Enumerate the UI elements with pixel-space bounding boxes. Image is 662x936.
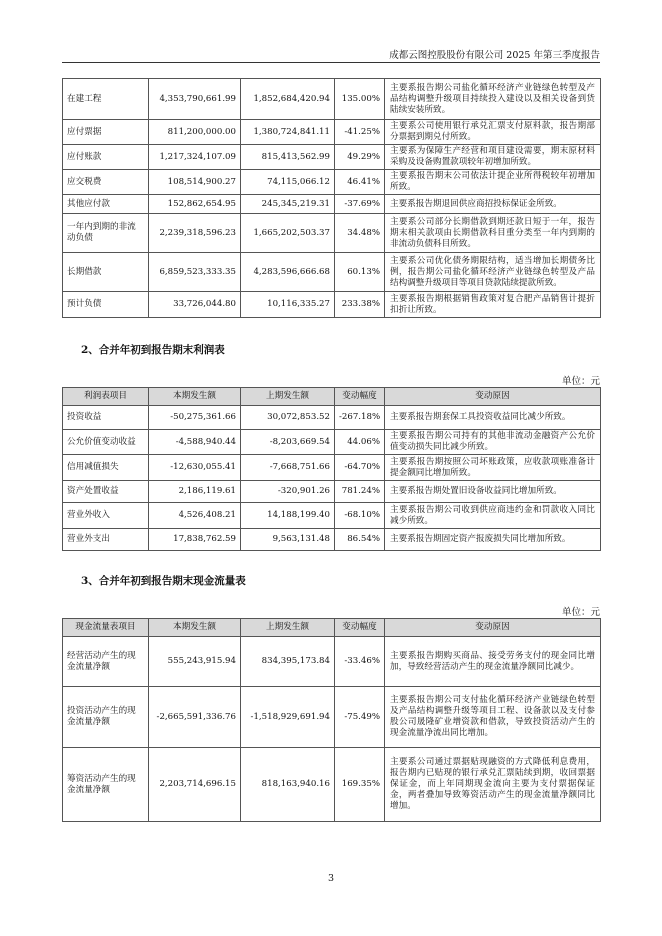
current-amount: 6,859,523,333.35	[149, 253, 241, 292]
change-rate: -267.18%	[335, 406, 385, 430]
change-reason: 主要系报告期末公司依法计提企业所得税较年初增加所致。	[385, 170, 601, 195]
item-name: 应付票据	[63, 120, 149, 145]
previous-amount: 10,116,335.27	[241, 292, 335, 318]
previous-amount: -8,203,669.54	[241, 430, 335, 455]
change-reason: 主要系公司使用银行承兑汇票支付原料款，报告期部分票据到期兑付所致。	[385, 120, 601, 145]
change-rate: 46.41%	[335, 170, 385, 195]
table-row	[63, 253, 601, 292]
current-amount: 33,726,044.80	[149, 292, 241, 318]
previous-amount: 834,395,173.84	[241, 637, 335, 687]
column-header: 变动幅度	[335, 388, 385, 406]
table-row	[63, 748, 601, 822]
change-rate: 86.54%	[335, 529, 385, 551]
change-reason: 主要系报告期公司盐化循环经济产业链绿色转型及产品结构调整升级项目持续投入建设以及相关设备到货陆续安装所致。	[385, 79, 601, 120]
current-amount: 555,243,915.94	[149, 637, 241, 687]
current-amount: -50,275,361.66	[149, 406, 241, 430]
change-reason: 主要系公司通过票据贴现融资的方式降低利息费用，报告期内已贴现的银行承兑汇票陆续到期，收回票据保证金，而上年同期现金流向主要为支付票据保证金，两者叠加导致筹资活动产生的现金流量净额同比增加。	[385, 748, 601, 822]
previous-amount: 9,563,131.48	[241, 529, 335, 551]
column-header: 利润表项目	[63, 388, 149, 406]
previous-amount: 74,115,066.12	[241, 170, 335, 195]
item-name: 营业外收入	[63, 503, 149, 529]
profit-section-title: 2、合并年初到报告期末利润表	[81, 344, 225, 356]
item-name: 营业外支出	[63, 529, 149, 551]
current-amount: 17,838,762.59	[149, 529, 241, 551]
change-rate: 135.00%	[335, 79, 385, 120]
report-header-title: 成都云图控股股份有限公司 2025 年第三季度报告	[389, 50, 600, 61]
previous-amount: 1,665,202,503.37	[241, 214, 335, 253]
table-row	[63, 455, 601, 481]
change-reason: 主要系报告期根据销售政策对复合肥产品销售计提折扣折让所致。	[385, 292, 601, 318]
current-amount: 1,217,324,107.09	[149, 145, 241, 170]
item-name: 一年内到期的非流动负债	[63, 214, 149, 253]
header-divider	[62, 62, 600, 63]
previous-amount: -7,668,751.66	[241, 455, 335, 481]
item-name: 在建工程	[63, 79, 149, 120]
change-rate: 49.29%	[335, 145, 385, 170]
change-reason: 主要系报告期退回供应商招投标保证金所致。	[385, 195, 601, 214]
column-header: 上期发生额	[241, 619, 335, 637]
previous-amount: -320,901.26	[241, 481, 335, 503]
table-row	[63, 406, 601, 430]
table-row	[63, 529, 601, 551]
change-rate: 169.35%	[335, 748, 385, 822]
change-reason: 主要系报告期购买商品、接受劳务支付的现金同比增加，导致经营活动产生的现金流量净额同比减少。	[385, 637, 601, 687]
column-header: 上期发生额	[241, 388, 335, 406]
table-row	[63, 214, 601, 253]
current-amount: -4,588,940.44	[149, 430, 241, 455]
table-row	[63, 637, 601, 687]
table-row	[63, 145, 601, 170]
change-reason: 主要系报告期处置旧设备收益同比增加所致。	[385, 481, 601, 503]
current-amount: 2,239,318,596.23	[149, 214, 241, 253]
change-reason: 主要系报告期公司收到供应商违约金和罚款收入同比减少所致。	[385, 503, 601, 529]
change-rate: -37.69%	[335, 195, 385, 214]
item-name: 筹资活动产生的现金流量净额	[63, 748, 149, 822]
item-name: 公允价值变动收益	[63, 430, 149, 455]
cashflow-section-title: 3、合并年初到报告期末现金流量表	[81, 575, 246, 587]
current-amount: 108,514,900.27	[149, 170, 241, 195]
table-row	[63, 195, 601, 214]
column-header: 本期发生额	[149, 619, 241, 637]
profit-statement-body	[63, 406, 601, 551]
table-row	[63, 687, 601, 748]
table-row	[63, 503, 601, 529]
change-rate: 44.06%	[335, 430, 385, 455]
change-rate: -75.49%	[335, 687, 385, 748]
previous-amount: -1,518,929,691.94	[241, 687, 335, 748]
change-rate: -33.46%	[335, 637, 385, 687]
change-reason: 主要系公司优化债务期限结构，适当增加长期债务比例，报告期公司盐化循环经济产业链绿色转型及产品结构调整升级项目等项目贷款陆续提款所致。	[385, 253, 601, 292]
previous-amount: 815,413,562.99	[241, 145, 335, 170]
cashflow-unit-label: 单位：元	[561, 607, 600, 618]
item-name: 投资收益	[63, 406, 149, 430]
balance-sheet-table	[62, 78, 601, 318]
change-rate: 60.13%	[335, 253, 385, 292]
item-name: 预计负债	[63, 292, 149, 318]
change-reason: 主要系报告期固定资产报废损失同比增加所致。	[385, 529, 601, 551]
column-header: 变动原因	[385, 619, 601, 637]
table-row	[63, 292, 601, 318]
change-reason: 主要系为保障生产经营和项目建设需要，期末原材料采购及设备购置款项较年初增加所致。	[385, 145, 601, 170]
table-row	[63, 430, 601, 455]
change-reason: 主要系报告期套保工具投资收益同比减少所致。	[385, 406, 601, 430]
current-amount: 2,203,714,696.15	[149, 748, 241, 822]
column-header: 本期发生额	[149, 388, 241, 406]
current-amount: 4,353,790,661.99	[149, 79, 241, 120]
item-name: 资产处置收益	[63, 481, 149, 503]
table-row	[63, 170, 601, 195]
column-header: 变动原因	[385, 388, 601, 406]
profit-statement-table	[62, 387, 601, 551]
current-amount: -12,630,055.41	[149, 455, 241, 481]
table-row	[63, 120, 601, 145]
previous-amount: 818,163,940.16	[241, 748, 335, 822]
change-reason: 主要系报告期公司持有的其他非流动金融资产公允价值变动损失同比减少所致。	[385, 430, 601, 455]
item-name: 应付账款	[63, 145, 149, 170]
change-rate: -68.10%	[335, 503, 385, 529]
item-name: 应交税费	[63, 170, 149, 195]
item-name: 信用减值损失	[63, 455, 149, 481]
page-number: 3	[327, 873, 335, 884]
current-amount: 2,186,119.61	[149, 481, 241, 503]
cashflow-statement-body	[63, 637, 601, 822]
previous-amount: 245,345,219.31	[241, 195, 335, 214]
column-header: 变动幅度	[335, 619, 385, 637]
previous-amount: 14,188,199.40	[241, 503, 335, 529]
item-name: 经营活动产生的现金流量净额	[63, 637, 149, 687]
cashflow-statement-table	[62, 618, 601, 822]
current-amount: 152,862,654.95	[149, 195, 241, 214]
column-header: 现金流量表项目	[63, 619, 149, 637]
item-name: 其他应付款	[63, 195, 149, 214]
current-amount: 811,200,000.00	[149, 120, 241, 145]
item-name: 投资活动产生的现金流量净额	[63, 687, 149, 748]
change-rate: 781.24%	[335, 481, 385, 503]
change-reason: 主要系报告期公司支付盐化循环经济产业链绿色转型及产品结构调整升级等项目工程、设备款以及支付参股公司晟隆矿业增资款和借款，导致投资活动产生的现金流量净流出同比增加。	[385, 687, 601, 748]
previous-amount: 1,380,724,841.11	[241, 120, 335, 145]
table-header-row	[63, 619, 601, 637]
change-reason: 主要系报告期按照公司坏账政策，应收款项账准备计提金额同比增加所致。	[385, 455, 601, 481]
profit-unit-label: 单位：元	[561, 376, 600, 387]
change-rate: 233.38%	[335, 292, 385, 318]
previous-amount: 1,852,684,420.94	[241, 79, 335, 120]
change-rate: -41.25%	[335, 120, 385, 145]
table-header-row	[63, 388, 601, 406]
previous-amount: 4,283,596,666.68	[241, 253, 335, 292]
change-rate: 34.48%	[335, 214, 385, 253]
change-reason: 主要系公司部分长期借款到期还款日短于一年，报告期末相关款项由长期借款科目重分类至一年内到期的非流动负债科目所致。	[385, 214, 601, 253]
balance-sheet-body	[63, 79, 601, 318]
table-row	[63, 481, 601, 503]
current-amount: 4,526,408.21	[149, 503, 241, 529]
item-name: 长期借款	[63, 253, 149, 292]
previous-amount: 30,072,853.52	[241, 406, 335, 430]
current-amount: -2,665,591,336.76	[149, 687, 241, 748]
change-rate: -64.70%	[335, 455, 385, 481]
table-row	[63, 79, 601, 120]
